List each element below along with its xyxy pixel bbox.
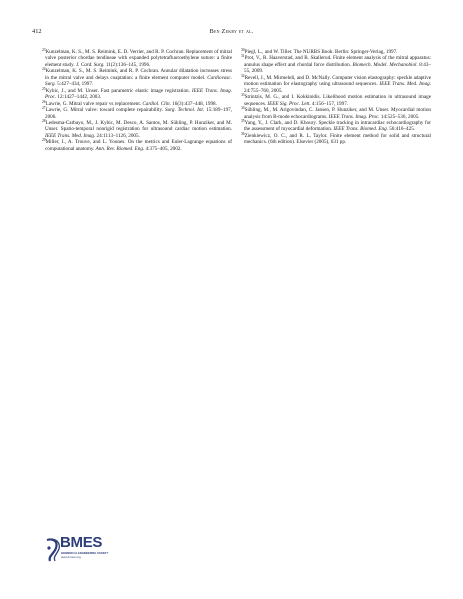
reference-item [241,120,431,133]
reference-text: Zienkiewicz, O. C., and R. L. Taylor. Finite element method for solid and structural mechanics. (6th edition). Elsevier (2005), 631 pp. [244,132,431,146]
references-left-column [42,49,232,152]
reference-journal: IEEE Sig. Proc. Lett. [267,100,311,107]
bmes-logo [44,534,134,568]
reference-journal: Cardiol. Clin. [142,100,171,107]
reference-journal: IEEE Trans. Imag. Proc. [328,113,380,120]
bmes-subtitle: BIOMEDICAL ENGINEERING SOCIETY [61,552,109,555]
reference-number: 35 [241,119,245,124]
reference-item [241,94,431,107]
reference-details: 24:1113–1126, 2005. [95,132,140,139]
reference-item [241,75,431,94]
reference-journal: IEEE Trans. Med. Imag. [379,81,431,88]
reference-number: 33 [241,93,245,98]
reference-number: 31 [241,54,245,59]
reference-text: Piegl, L., and W. Tiller. The NURBS Book. Berlin: Springer-Verlag, 1997. [244,49,398,55]
reference-details: 24:755–760, 2005. [244,87,283,94]
references-right-column [241,49,431,146]
reference-journal: J. Card. Surg. [75,61,105,68]
page-number: 412 [32,28,42,35]
reference-text: Lawrie, G. Mitral valve: toward complete repairability. [45,107,165,114]
reference-item [42,88,232,101]
reference-details: 56:416–425. [387,126,416,133]
reference-text: Lawrie, G. Mitral valve repair vs replacement. [45,100,143,107]
reference-text: Strintzis, M. G., and I. Kokkinidis. Likelihood motion estimation in ultrasound image sequences. [244,94,431,107]
reference-number: 24 [42,67,46,72]
bmes-url: www.bmes.org [61,555,81,559]
reference-details: 5:427–434, 1997. [55,81,94,88]
reference-number: 34 [241,106,245,111]
reference-item [241,107,431,120]
reference-text: Sühling, M., M. Arigovindan, C. Jansen, P. Hunziker, and M. Unser. Myocardial motion analysis from B-mode echocardiograms. [244,107,431,120]
running-head: Ben Zekry et al. [209,28,254,35]
reference-item [42,120,232,139]
reference-text: Yang, Y., J. Clark, and D. Khoury. Speckle tracking in intracardiac echocardiography for the assessment of myocardial deformation. [244,119,431,133]
reference-number: 23 [42,48,46,53]
reference-text: Miller, I., A. Trouve, and L. Younes. On the metrics and Euler-Lagrange equations of computational anatomy. [45,139,232,152]
reference-number: 25 [42,86,46,91]
reference-item [42,49,232,68]
reference-number: 29 [42,138,46,143]
reference-number: 32 [241,73,245,78]
reference-text: Kunzelman, K. S., M. S. Reimink, and R. P. Cochran. Annular dilatation increases stress in the mitral valve and delays coaptation: a finite element computer model. [45,68,232,81]
reference-details: 14:525–536, 2005. [379,113,420,120]
reference-journal: IEEE Trans. Med. Imag. [45,132,96,139]
reference-number: 36 [241,132,245,136]
reference-details: 4:375–405, 2002. [144,145,182,152]
page-header [32,27,431,37]
reference-journal: Surg. Technol. Int. [164,107,205,114]
reference-details: 16(3):437–448, 1998. [170,100,217,107]
reference-details: 8:43–55, 2009. [244,61,431,75]
reference-item [42,107,232,120]
reference-journal: Biomech. Model. Mechanobiol. [352,61,418,68]
reference-journal: Ann. Rev. Biomed. Eng. [95,145,145,152]
reference-details: 4:156–157, 1997. [310,100,349,107]
reference-journal: Cardiovasc. Surg. [45,74,232,88]
reference-journal: IEEE Trans. Biomed. Eng. [333,126,388,133]
reference-text: Kunzelman, K. S., M. S. Reimink, E. D. Verrier, and R. P. Cochran. Replacement of mitral valve posterior chordae tendineae with expanded polytetrafluoroethylene suture: a finite element study. [45,49,232,68]
reference-number: 28 [42,119,46,124]
bmes-name: BMES [60,534,103,551]
reference-item [42,139,232,152]
reference-journal: IEEE Trans. Imag. Proc. [45,87,232,101]
reference-text: Kybic, J., and M. Unser. Fast parametric elastic image registration. [45,87,192,94]
reference-text: Ledesma-Carbayo, M., J. Kybic, M. Desco, A. Santos, M. Sühling, P. Hunziker, and M. Unser. Spatio-temporal nonrigid registration for ultrasound cardiac motion estimation. [45,119,232,133]
reference-number: 26 [42,99,46,104]
reference-text: Prot, V., R. Haaverstad, and B. Skallerud. Finite element analysis of the mitral apparatus: annulus shape effect and chordal force distribution. [244,55,431,68]
reference-number: 27 [42,106,46,111]
reference-details: 12:1427–1442, 2003. [56,94,102,101]
reference-item [241,55,431,74]
reference-item [241,133,431,146]
reference-number: 30 [241,48,245,53]
reference-details: 11(2):136–145, 1996. [104,61,151,68]
reference-text: Revell, J., M. Mirmehdi, and D. McNally. Computer vision elastography: speckle adaptive motion estimation for elastography using ultrasound sequences. [244,74,431,88]
reference-item [42,68,232,87]
reference-details: 15:189–197, 2006. [45,107,232,120]
